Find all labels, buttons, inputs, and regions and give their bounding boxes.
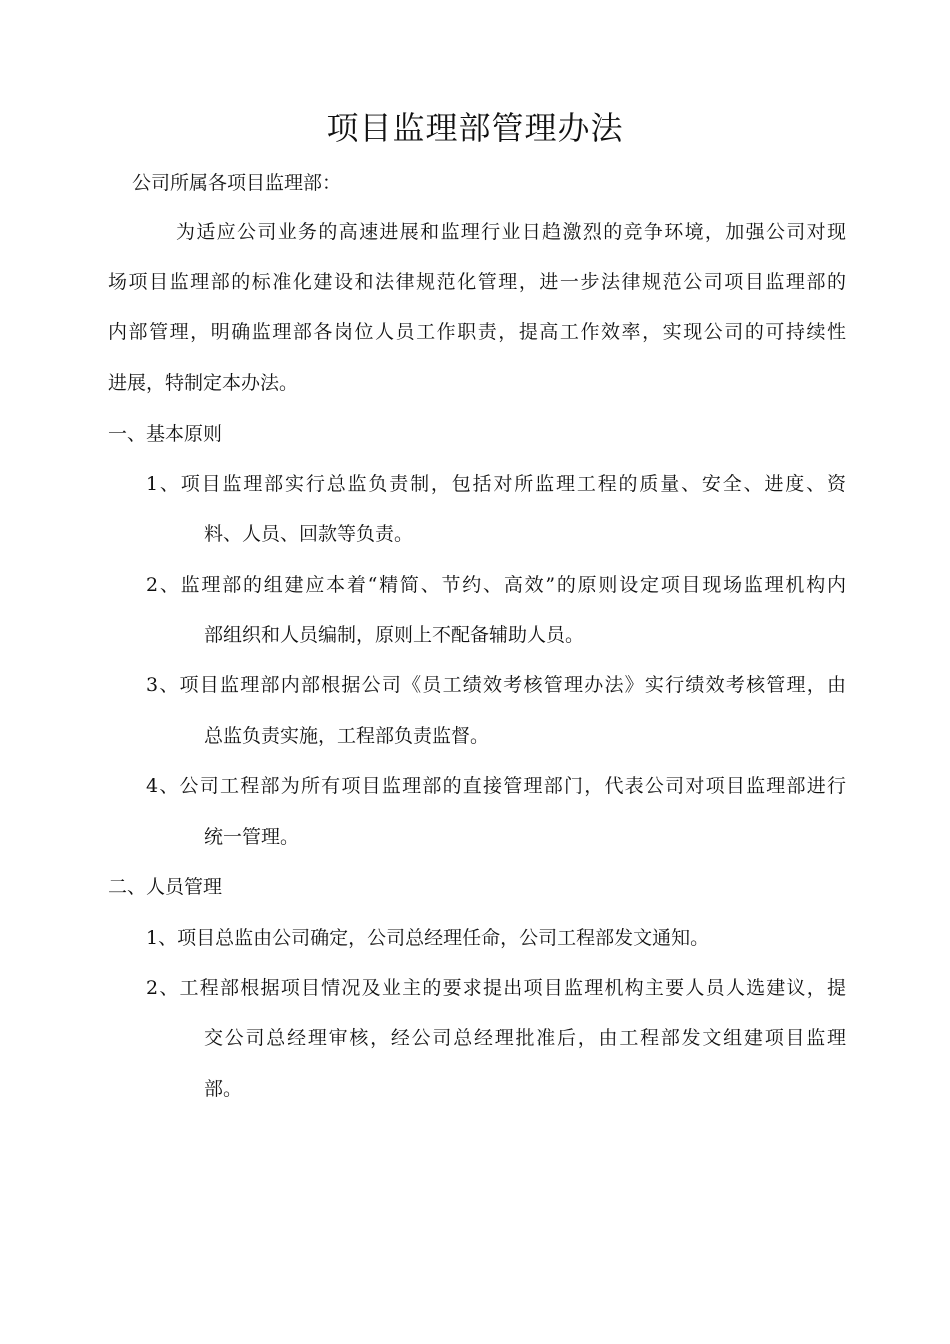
principle-4-line-2: 统一管理。 [204, 826, 300, 848]
principle-2-line-1: 2、监理部的组建应本着“精简、节约、高效”的原则设定项目现场监理机构内 [146, 574, 846, 596]
principle-1-line-2: 料、人员、回款等负责。 [204, 523, 414, 545]
principle-4-line-1: 4、公司工程部为所有项目监理部的直接管理部门，代表公司对项目监理部进行 [146, 775, 846, 797]
principle-3-line-2: 总监负责实施，工程部负责监督。 [204, 725, 490, 747]
personnel-item-2-line-1: 2、工程部根据项目情况及业主的要求提出项目监理机构主要人员人选建议，提 [146, 977, 846, 999]
document-title: 项目监理部管理办法 [326, 109, 624, 147]
principle-2-line-2: 部组织和人员编制，原则上不配备辅助人员。 [204, 624, 585, 646]
principle-1-line-1: 1、项目监理部实行总监负责制，包括对所监理工程的质量、安全、进度、资 [146, 473, 846, 495]
intro-line-4: 进展，特制定本办法。 [108, 372, 299, 394]
section-heading-personnel-management: 二、人员管理 [108, 876, 223, 898]
personnel-item-2-line-2: 交公司总经理审核，经公司总经理批准后，由工程部发文组建项目监理 [204, 1027, 846, 1049]
salutation: 公司所属各项目监理部： [132, 172, 342, 194]
section-heading-basic-principles: 一、基本原则 [108, 423, 223, 445]
personnel-item-1: 1、项目总监由公司确定，公司总经理任命，公司工程部发文通知。 [146, 927, 710, 949]
principle-3-line-1: 3、项目监理部内部根据公司《员工绩效考核管理办法》实行绩效考核管理，由 [146, 674, 846, 696]
personnel-item-2-line-3: 部。 [204, 1078, 243, 1100]
intro-line-3: 内部管理，明确监理部各岗位人员工作职责，提高工作效率，实现公司的可持续性 [108, 321, 846, 343]
intro-line-2: 场项目监理部的标准化建设和法律规范化管理，进一步法律规范公司项目监理部的 [108, 271, 846, 293]
intro-line-1: 为适应公司业务的高速进展和监理行业日趋激烈的竞争环境，加强公司对现 [176, 221, 846, 243]
